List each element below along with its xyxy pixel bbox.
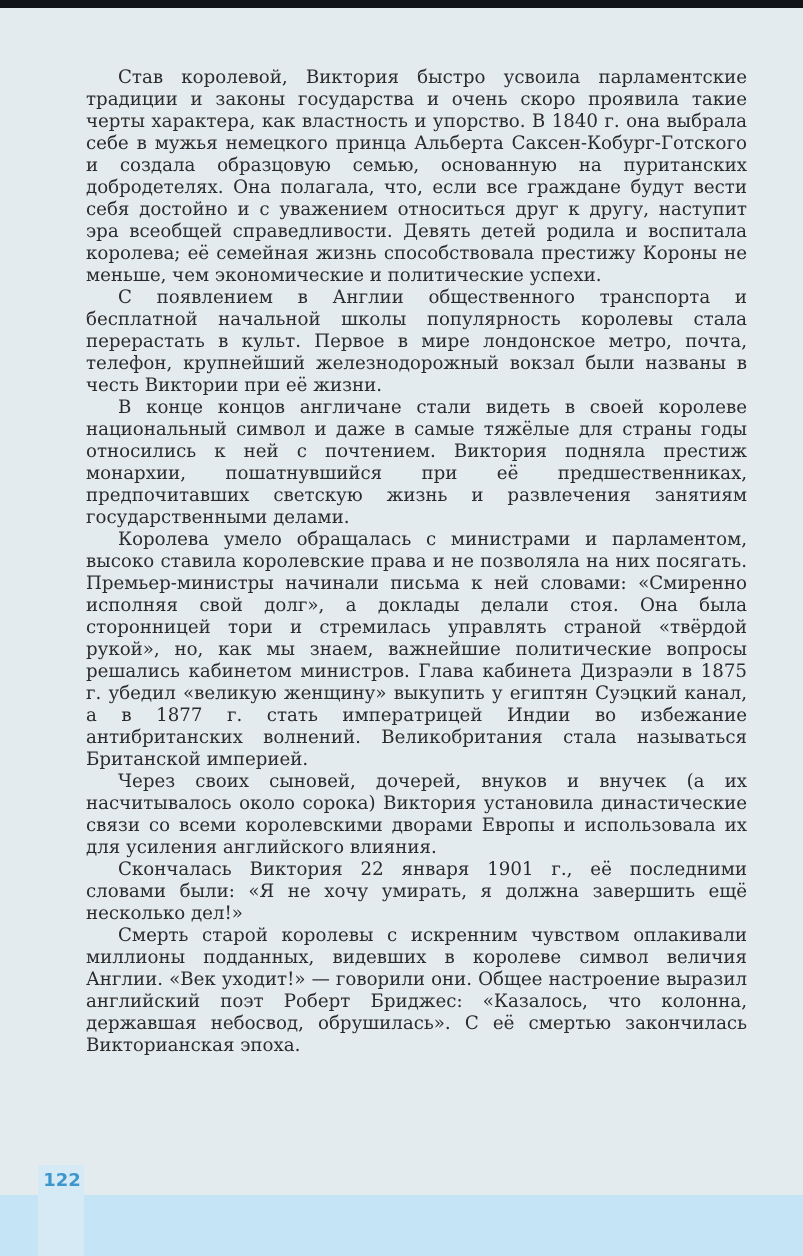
page-number: 122	[43, 1170, 81, 1191]
paragraph: Через своих сыновей, дочерей, внуков и внучек (а их насчитывалось около сорока) Виктория установила династические связи со всеми королевскими дворами Европы и использовала их для усиления английского влияния.	[86, 771, 747, 858]
paragraph: Смерть старой королевы с искренним чувством оплакивали миллионы подданных, видевших в королеве символ величия Англии. «Век уходит!» — говорили они. Общее настроение выразил английский поэт Роберт Бриджес: «Казалось, что колонна, державшая небосвод, обрушилась». С её смертью закончилась Викторианская эпоха.	[86, 925, 747, 1056]
article-body	[86, 67, 747, 1057]
paragraph: Став королевой, Виктория быстро усвоила парламентские традиции и законы государства и очень скоро проявила такие черты характера, как властность и упорство. В 1840 г. она выбрала себе в мужья немецкого принца Альберта Саксен-Кобург-Готского и создала образцовую семью, основанную на пуританских добродетелях. Она полагала, что, если все граждане будут вести себя достойно и с уважением относиться друг к другу, наступит эра всеобщей справедливости. Девять детей родила и воспитала королева; её семейная жизнь способствовала престижу Короны не меньше, чем экономические и политические успехи.	[86, 67, 747, 286]
paragraph: Скончалась Виктория 22 января 1901 г., её последними словами были: «Я не хочу умирать, я должна завершить ещё несколько дел!»	[86, 859, 747, 924]
paragraph: В конце концов англичане стали видеть в своей королеве национальный символ и даже в самые тяжёлые для страны годы относились к ней с почтением. Виктория подняла престиж монархии, пошатнувшийся при её предшественниках, предпочитавших светскую жизнь и развлечения занятиям государственными делами.	[86, 397, 747, 528]
top-edge	[0, 0, 803, 8]
paragraph: Королева умело обращалась с министрами и парламентом, высоко ставила королевские права и не позволяла на них посягать. Премьер-министры начинали письма к ней словами: «Смиренно исполняя свой долг», а доклады делали стоя. Она была сторонницей тори и стремилась управлять страной «твёрдой рукой», но, как мы знаем, важнейшие политические вопросы решались кабинетом министров. Глава кабинета Дизраэли в 1875 г. убедил «великую женщину» выкупить у египтян Суэцкий канал, а в 1877 г. стать императрицей Индии во избежание антибританских волнений. Великобритания стала называться Британской империей.	[86, 529, 747, 770]
bottom-margin-band	[0, 1195, 803, 1256]
paragraph: С появлением в Англии общественного транспорта и бесплатной начальной школы популярность королевы стала перерастать в культ. Первое в мире лондонское метро, почта, телефон, крупнейший железнодорожный вокзал были названы в честь Виктории при её жизни.	[86, 287, 747, 396]
